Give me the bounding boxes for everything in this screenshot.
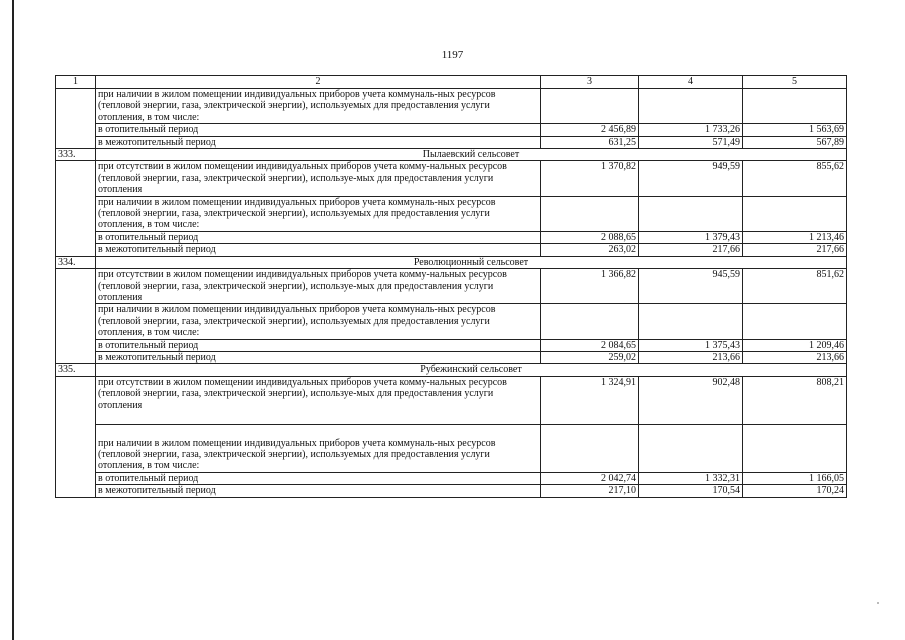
label-cell: в отопительный период [96,231,541,243]
header-cell-1: 1 [56,76,96,89]
table-row [56,89,847,124]
description-cell: при отсутствии в жилом помещении индивидуальных приборов учета комму-нальных ресурсов (тепловой энергии, газа, электрической энергии), используе-мых для предоставления услуги отопления [96,376,541,424]
table-row [56,196,847,231]
header-cell-5: 5 [743,76,847,89]
value-cell: 2 088,65 [541,231,639,243]
value-cell: 808,21 [743,376,847,424]
value-cell [639,304,743,339]
table-row [56,485,847,497]
value-cell [743,196,847,231]
value-cell [743,304,847,339]
table-row [56,351,847,363]
value-cell: 567,89 [743,136,847,148]
value-cell [743,424,847,472]
table-row [56,304,847,339]
value-cell: 1 375,43 [639,339,743,351]
group-number: 335. [56,364,96,376]
value-cell: 1 733,26 [639,124,743,136]
table-row [56,124,847,136]
table-row [56,339,847,351]
value-cell [541,424,639,472]
group-title-row [56,149,847,161]
value-cell: 1 379,43 [639,231,743,243]
label-cell: в отопительный период [96,339,541,351]
value-cell: 902,48 [639,376,743,424]
value-cell: 851,62 [743,269,847,304]
value-cell: 1 332,31 [639,472,743,484]
value-cell: 1 324,91 [541,376,639,424]
description-cell: при наличии в жилом помещении индивидуальных приборов учета коммуналь-ных ресурсов (тепловой энергии, газа, электрической энергии), используемых для предоставления услуги отопления, в том числе: [96,304,541,339]
value-cell: 170,24 [743,485,847,497]
value-cell: 2 456,89 [541,124,639,136]
header-cell-3: 3 [541,76,639,89]
value-cell: 949,59 [639,161,743,196]
table-row [56,244,847,256]
table-row [56,376,847,424]
label-cell: в отопительный период [96,472,541,484]
value-cell: 945,59 [639,269,743,304]
scan-speck [877,602,879,604]
label-cell: в отопительный период [96,124,541,136]
group-number: 333. [56,149,96,161]
value-cell: 1 563,69 [743,124,847,136]
table-row [56,472,847,484]
value-cell: 1 213,46 [743,231,847,243]
description-cell: при наличии в жилом помещении индивидуальных приборов учета коммуналь-ных ресурсов (тепловой энергии, газа, электрической энергии), используемых для предоставления услуги отопления, в том числе: [96,196,541,231]
group-name: Рубежинский сельсовет [96,364,847,376]
value-cell: 217,10 [541,485,639,497]
label-cell: в межотопительный период [96,485,541,497]
value-cell: 170,54 [639,485,743,497]
value-cell [639,424,743,472]
num-cell [56,161,96,256]
value-cell: 2 042,74 [541,472,639,484]
description-cell: при отсутствии в жилом помещении индивидуальных приборов учета комму-нальных ресурсов (тепловой энергии, газа, электрической энергии), используе-мых для предоставления услуги отопления [96,161,541,196]
table-row [56,231,847,243]
page-edge-line [12,0,14,640]
value-cell: 855,62 [743,161,847,196]
header-row [56,76,847,89]
value-cell: 213,66 [743,351,847,363]
value-cell: 631,25 [541,136,639,148]
group-number: 334. [56,256,96,268]
value-cell: 217,66 [639,244,743,256]
header-cell-4: 4 [639,76,743,89]
tariff-table [55,75,847,498]
label-cell: в межотопительный период [96,244,541,256]
value-cell: 217,66 [743,244,847,256]
table-row [56,269,847,304]
num-cell [56,376,96,497]
num-cell [56,269,96,364]
value-cell: 2 084,65 [541,339,639,351]
value-cell: 263,02 [541,244,639,256]
table-row [56,161,847,196]
label-cell: в межотопительный период [96,351,541,363]
description-cell: при наличии в жилом помещении индивидуальных приборов учета коммуналь-ных ресурсов (тепловой энергии, газа, электрической энергии), используемых для предоставления услуги отопления, в том числе: [96,424,541,472]
group-title-row [56,364,847,376]
table-row [56,424,847,472]
group-title-row [56,256,847,268]
description-cell: при наличии в жилом помещении индивидуальных приборов учета коммуналь-ных ресурсов (тепловой энергии, газа, электрической энергии), используемых для предоставления услуги отопления, в том числе: [96,89,541,124]
header-cell-2: 2 [96,76,541,89]
value-cell [639,196,743,231]
group-name: Революционный сельсовет [96,256,847,268]
value-cell: 1 166,05 [743,472,847,484]
value-cell: 571,49 [639,136,743,148]
value-cell: 213,66 [639,351,743,363]
value-cell: 1 209,46 [743,339,847,351]
description-cell: при отсутствии в жилом помещении индивидуальных приборов учета комму-нальных ресурсов (тепловой энергии, газа, электрической энергии), используе-мых для предоставления услуги отопления [96,269,541,304]
label-cell: в межотопительный период [96,136,541,148]
value-cell [541,196,639,231]
value-cell: 1 366,82 [541,269,639,304]
value-cell: 259,02 [541,351,639,363]
table-row [56,136,847,148]
value-cell [541,89,639,124]
num-cell [56,89,96,149]
page-number: 1197 [441,49,464,61]
value-cell [639,89,743,124]
value-cell [541,304,639,339]
value-cell: 1 370,82 [541,161,639,196]
value-cell [743,89,847,124]
group-name: Пылаевский сельсовет [96,149,847,161]
